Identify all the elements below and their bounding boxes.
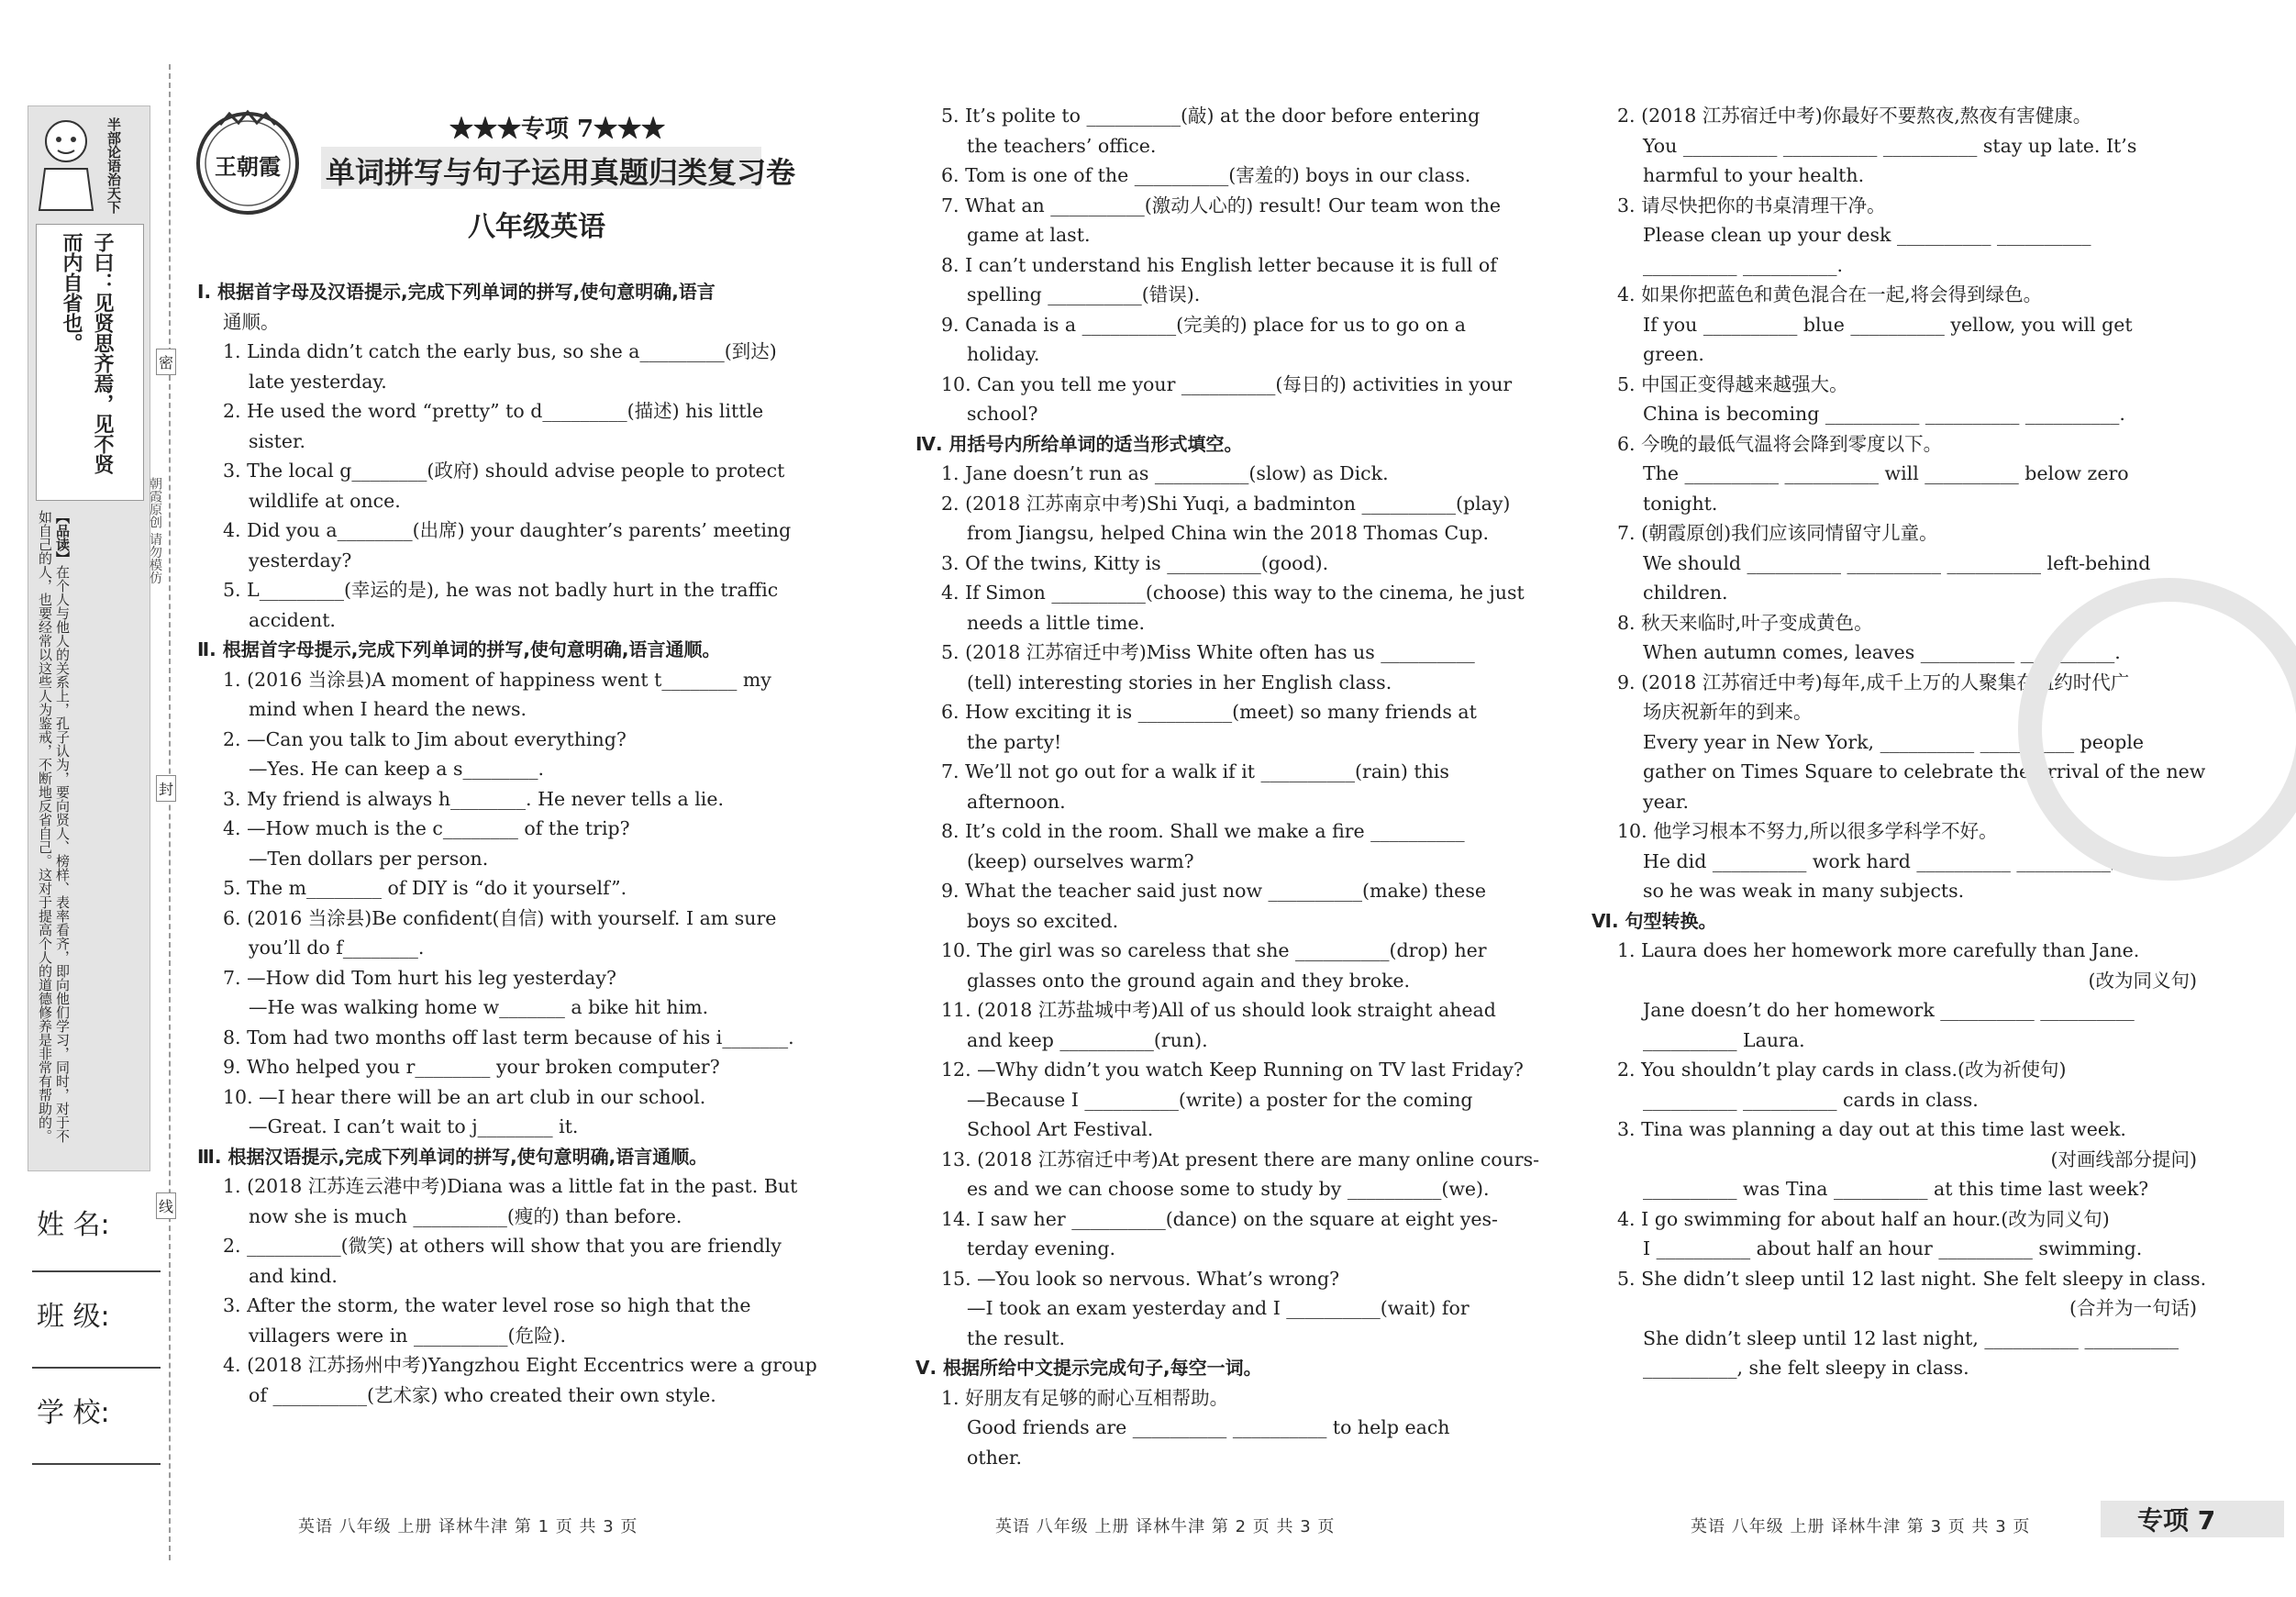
question-line: 15. —You look so nervous. What’s wrong? (941, 1267, 1340, 1290)
question-line: 4. I go swimming for about half an hour.(改为同义句) (1617, 1207, 2110, 1230)
question-line: 1. Jane doesn’t run as __________(slow) as Dick. (941, 462, 1389, 484)
question-line: The __________ __________ will __________ below zero (1643, 462, 2129, 484)
question-line: (改为同义句) (2088, 969, 2197, 992)
question-line: China is becoming __________ __________ __________. (1643, 403, 2125, 425)
question-line: We should __________ __________ __________ left-behind (1643, 551, 2151, 574)
question-line: tonight. (1643, 492, 1718, 515)
question-line: 10. —I hear there will be an art club in our school. (223, 1085, 706, 1108)
page-subtitle: 八年级英语 (468, 211, 605, 243)
question-line: He did __________ work hard __________ __________, (1643, 849, 2117, 872)
brand-logo (193, 108, 303, 218)
question-line: game at last. (967, 224, 1091, 246)
question-line: 4. 如果你把蓝色和黄色混合在一起,将会得到绿色。 (1617, 283, 2043, 305)
school-label: 学 校: (37, 1397, 110, 1429)
question-line: I __________ about half an hour __________ swimming. (1643, 1237, 2143, 1259)
question-line: the teachers’ office. (967, 134, 1157, 157)
section-heading: Ⅰ. 根据首字母及汉语提示,完成下列单词的拼写,使句意明确,语言 (197, 281, 715, 303)
question-line: __________ Laura. (1643, 1028, 1805, 1051)
reading-label: 【品读】 (54, 510, 71, 565)
question-line: and kind. (249, 1264, 338, 1287)
question-line: (tell) interesting stories in her English class. (967, 671, 1392, 693)
question-line: (对画线部分提问) (2050, 1148, 2197, 1170)
question-line: 3. My friend is always h________. He never tells a lie. (223, 787, 724, 810)
logo-text: 王朝霞 (215, 153, 281, 180)
question-line: harmful to your health. (1643, 164, 1865, 186)
question-line: 6. How exciting it is __________(meet) so many friends at (941, 701, 1477, 723)
question-line: 6. (2016 当涂县)Be confident(自信) with yourself. I am sure (223, 906, 777, 929)
corner-tag: 专项 7 (2137, 1505, 2216, 1536)
question-line: now she is much __________(瘦的) than before. (249, 1204, 682, 1227)
question-line: 5. 中国正变得越来越强大。 (1617, 372, 1848, 395)
question-line: (keep) ourselves warm? (967, 849, 1194, 872)
question-line: the party! (967, 730, 1062, 753)
question-line: —Ten dollars per person. (249, 847, 489, 870)
question-line: Every year in New York, __________ __________ people (1643, 730, 2145, 753)
question-line: 2. He used the word “pretty” to d_________(描述) his little (223, 400, 764, 422)
question-line: glasses onto the ground again and they broke. (967, 969, 1411, 992)
question-line: 9. What the teacher said just now __________(make) these (941, 880, 1486, 902)
question-line: 10. 他学习根本不努力,所以很多学科学不好。 (1617, 820, 1998, 842)
question-line: 5. L_________(幸运的是), he was not badly hurt in the traffic (223, 579, 779, 601)
page-title: 单词拼写与句子运用真题归类复习卷 (326, 155, 796, 190)
question-line: —Yes. He can keep a s________. (249, 758, 544, 780)
section-heading: Ⅵ. 句型转换。 (1592, 909, 1717, 932)
mascot-icon (34, 114, 98, 215)
question-line: and keep __________(run). (967, 1028, 1208, 1051)
question-line: __________ __________ cards in class. (1643, 1088, 1979, 1111)
question-line: 12. —Why didn’t you watch Keep Running on TV last Friday? (941, 1059, 1524, 1081)
name-field[interactable] (32, 1270, 161, 1272)
question-line: 10. Can you tell me your __________(每日的) activities in your (941, 372, 1513, 395)
question-line: If you __________ blue __________ yellow, you will get (1643, 313, 2133, 336)
question-line: __________ __________. (1643, 253, 1844, 276)
question-line: the result. (967, 1326, 1066, 1349)
question-line: 7. —How did Tom hurt his leg yesterday? (223, 966, 616, 989)
question-line: 5. (2018 江苏宿迁中考)Miss White often has us __________ (941, 641, 1475, 663)
question-line: 8. I can’t understand his English letter because it is full of (941, 253, 1497, 276)
question-line: boys so excited. (967, 909, 1119, 932)
question-line: accident. (249, 608, 336, 631)
question-line: Jane doesn’t do her homework __________ __________ (1643, 999, 2135, 1021)
section-heading: Ⅴ. 根据所给中文提示完成句子,每空一词。 (915, 1357, 1262, 1379)
question-line: mind when I heard the news. (249, 698, 527, 720)
section-heading: Ⅳ. 用括号内所给单词的适当形式填空。 (915, 432, 1243, 455)
question-line: 2. __________(微笑) at others will show that you are friendly (223, 1235, 782, 1257)
margin-note: 朝霞原创 请勿模仿 (148, 477, 162, 584)
question-line: 6. 今晚的最低气温将会降到零度以下。 (1617, 432, 1943, 455)
question-line: 3. Tina was planning a day out at this time last week. (1617, 1118, 2126, 1140)
question-line: 8. 秋天来临时,叶子变成黄色。 (1617, 611, 1873, 634)
question-line: 1. (2018 江苏连云港中考)Diana was a little fat in the past. But (223, 1175, 798, 1197)
question-line: When autumn comes, leaves __________ __________. (1643, 641, 2121, 663)
question-line: year. (1643, 790, 1689, 813)
question-line: 5. The m________ of DIY is “do it yourself”. (223, 877, 627, 899)
column-1 (197, 277, 817, 1410)
seal-mark-2: 封 (156, 775, 176, 802)
question-line: 3. 请尽快把你的书桌清理干净。 (1617, 194, 1886, 216)
sidebar-panel (28, 105, 150, 1171)
question-line: afternoon. (967, 790, 1066, 813)
footer-page-2: 英语 八年级 上册 译林牛津 第 2 页 共 3 页 (995, 1517, 1336, 1536)
question-line: other. (967, 1446, 1022, 1469)
question-line: 1. 好朋友有足够的耐心互相帮助。 (941, 1386, 1229, 1409)
question-line: 1. Laura does her homework more carefully than Jane. (1617, 939, 2140, 961)
question-line: 2. (2018 江苏宿迁中考)你最好不要熬夜,熬夜有害健康。 (1617, 105, 2092, 127)
question-line: 6. Tom is one of the __________(害羞的) boys in our class. (941, 164, 1471, 186)
question-line: 4. If Simon __________(choose) this way to the cinema, he just (941, 582, 1525, 604)
question-line: 1. (2016 当涂县)A moment of happiness went t________ my (223, 668, 771, 691)
question-line: 8. Tom had two months off last term because of his i_______. (223, 1026, 794, 1048)
question-line: 7. We’ll not go out for a walk if it __________(rain) this (941, 760, 1449, 782)
question-line: __________ was Tina __________ at this time last week? (1643, 1178, 2149, 1200)
question-line: of __________(艺术家) who created their own style. (249, 1383, 716, 1406)
question-line: terday evening. (967, 1237, 1116, 1259)
question-line: 13. (2018 江苏宿迁中考)At present there are many online cours- (941, 1148, 1540, 1170)
question-line: 10. The girl was so careless that she __________(drop) her (941, 939, 1487, 961)
question-line: children. (1643, 582, 1728, 604)
school-field[interactable] (32, 1463, 161, 1465)
question-line: 2. (2018 江苏南京中考)Shi Yuqi, a badminton __________(play) (941, 492, 1511, 515)
question-line: holiday. (967, 343, 1040, 365)
question-line: spelling __________(错误). (967, 283, 1201, 305)
question-line: 5. She didn’t sleep until 12 last night. She felt sleepy in class. (1617, 1267, 2207, 1290)
question-line: School Art Festival. (967, 1118, 1154, 1140)
question-line: from Jiangsu, helped China win the 2018 Thomas Cup. (967, 522, 1489, 544)
question-line: 4. Did you a________(出席) your daughter’s parents’ meeting (223, 519, 792, 541)
question-line: you’ll do f________. (249, 937, 425, 959)
question-line: __________, she felt sleepy in class. (1643, 1357, 1969, 1379)
question-line: 2. —Can you talk to Jim about everything? (223, 727, 627, 750)
question-line: 14. I saw her __________(dance) on the square at eight yes- (941, 1207, 1498, 1230)
question-line: 2. You shouldn’t play cards in class.(改为祈使句) (1617, 1059, 2067, 1081)
question-line: villagers were in __________(危险). (249, 1324, 566, 1347)
motto-small: 半部论语治天下 (105, 117, 122, 214)
question-line: Please clean up your desk __________ __________ (1643, 224, 2091, 246)
question-line: late yesterday. (249, 370, 387, 393)
question-line: sister. (249, 429, 306, 452)
question-line: You __________ __________ __________ stay up late. It’s (1643, 134, 2137, 157)
question-line: es and we can choose some to study by __________(we). (967, 1178, 1490, 1200)
quote-box (36, 224, 144, 501)
question-line: 11. (2018 江苏盐城中考)All of us should look straight ahead (941, 999, 1496, 1021)
question-line: —He was walking home w_______ a bike hit him. (249, 996, 709, 1018)
question-line: 8. It’s cold in the room. Shall we make a fire __________ (941, 820, 1465, 842)
column-2 (915, 101, 1540, 1472)
reading-text: 在个人与他人的关系上，孔子认为，要向贤人、榜样、表率看齐，即向他们学习，同时，对于不如自己的人，也要经常以这些人为鉴戒，不断地反省自己。这对于提高个人的道德修养是非常有帮助的。 (37, 510, 71, 1143)
question-line: 7. (朝霞原创)我们应该同情留守儿童。 (1617, 522, 1938, 544)
question-line: gather on Times Square to celebrate the arrival of the new (1643, 760, 2206, 782)
question-line: 3. Of the twins, Kitty is __________(good). (941, 551, 1329, 574)
question-line: —Because I __________(write) a poster for the coming (967, 1088, 1473, 1111)
question-line: —I took an exam yesterday and I __________(wait) for (967, 1297, 1470, 1319)
cut-line (169, 64, 171, 1560)
question-line: 4. (2018 江苏扬州中考)Yangzhou Eight Eccentrics were a group (223, 1354, 817, 1376)
question-line: (合并为一句话) (2069, 1297, 2197, 1319)
confucius-quote: 子曰：见贤思齐焉，见不贤而内自省也。 (60, 232, 114, 474)
question-line: so he was weak in many subjects. (1643, 880, 1965, 902)
section-badge: ★★★专项 7★★★ (449, 116, 666, 143)
question-line: 7. What an __________(激动人心的) result! Our team won the (941, 194, 1502, 216)
seal-mark-1: 密 (156, 349, 176, 375)
question-line: 1. Linda didn’t catch the early bus, so she a_________(到达) (223, 340, 777, 362)
question-line: 3. The local g________(政府) should advise people to protect (223, 460, 785, 482)
reading-box (36, 510, 142, 1152)
footer-page-3: 英语 八年级 上册 译林牛津 第 3 页 共 3 页 (1691, 1517, 2031, 1536)
section-heading: Ⅱ. 根据首字母提示,完成下列单词的拼写,使句意明确,语言通顺。 (197, 638, 721, 660)
footer-page-1: 英语 八年级 上册 译林牛津 第 1 页 共 3 页 (298, 1517, 638, 1536)
class-field[interactable] (32, 1367, 161, 1369)
seal-mark-3: 线 (156, 1192, 176, 1219)
question-line: school? (967, 403, 1038, 425)
question-line: needs a little time. (967, 611, 1146, 634)
question-line: 3. After the storm, the water level rose so high that the (223, 1294, 751, 1316)
question-line: 5. It’s polite to __________(敲) at the door before entering (941, 105, 1481, 127)
question-line: 9. Canada is a __________(完美的) place for us to go on a (941, 313, 1466, 336)
question-line: 场庆祝新年的到来。 (1643, 701, 1813, 723)
question-line: 9. (2018 江苏宿迁中考)每年,成千上万的人聚集在纽约时代广 (1617, 671, 2130, 693)
question-line: Good friends are __________ __________ to help each (967, 1416, 1450, 1438)
question-line: She didn’t sleep until 12 last night, __________ __________ (1643, 1326, 2179, 1349)
name-label: 姓 名: (37, 1209, 110, 1241)
question-line: —Great. I can’t wait to j________ it. (249, 1115, 579, 1137)
question-line: wildlife at once. (249, 489, 401, 512)
question-line: 4. —How much is the c________ of the trip? (223, 817, 630, 839)
question-line: yesterday? (249, 549, 352, 571)
class-label: 班 级: (37, 1301, 110, 1333)
question-line: 通顺。 (223, 310, 280, 333)
question-line: 9. Who helped you r________ your broken computer? (223, 1056, 720, 1078)
question-line: green. (1643, 343, 1704, 365)
section-heading: Ⅲ. 根据汉语提示,完成下列单词的拼写,使句意明确,语言通顺。 (197, 1145, 708, 1168)
